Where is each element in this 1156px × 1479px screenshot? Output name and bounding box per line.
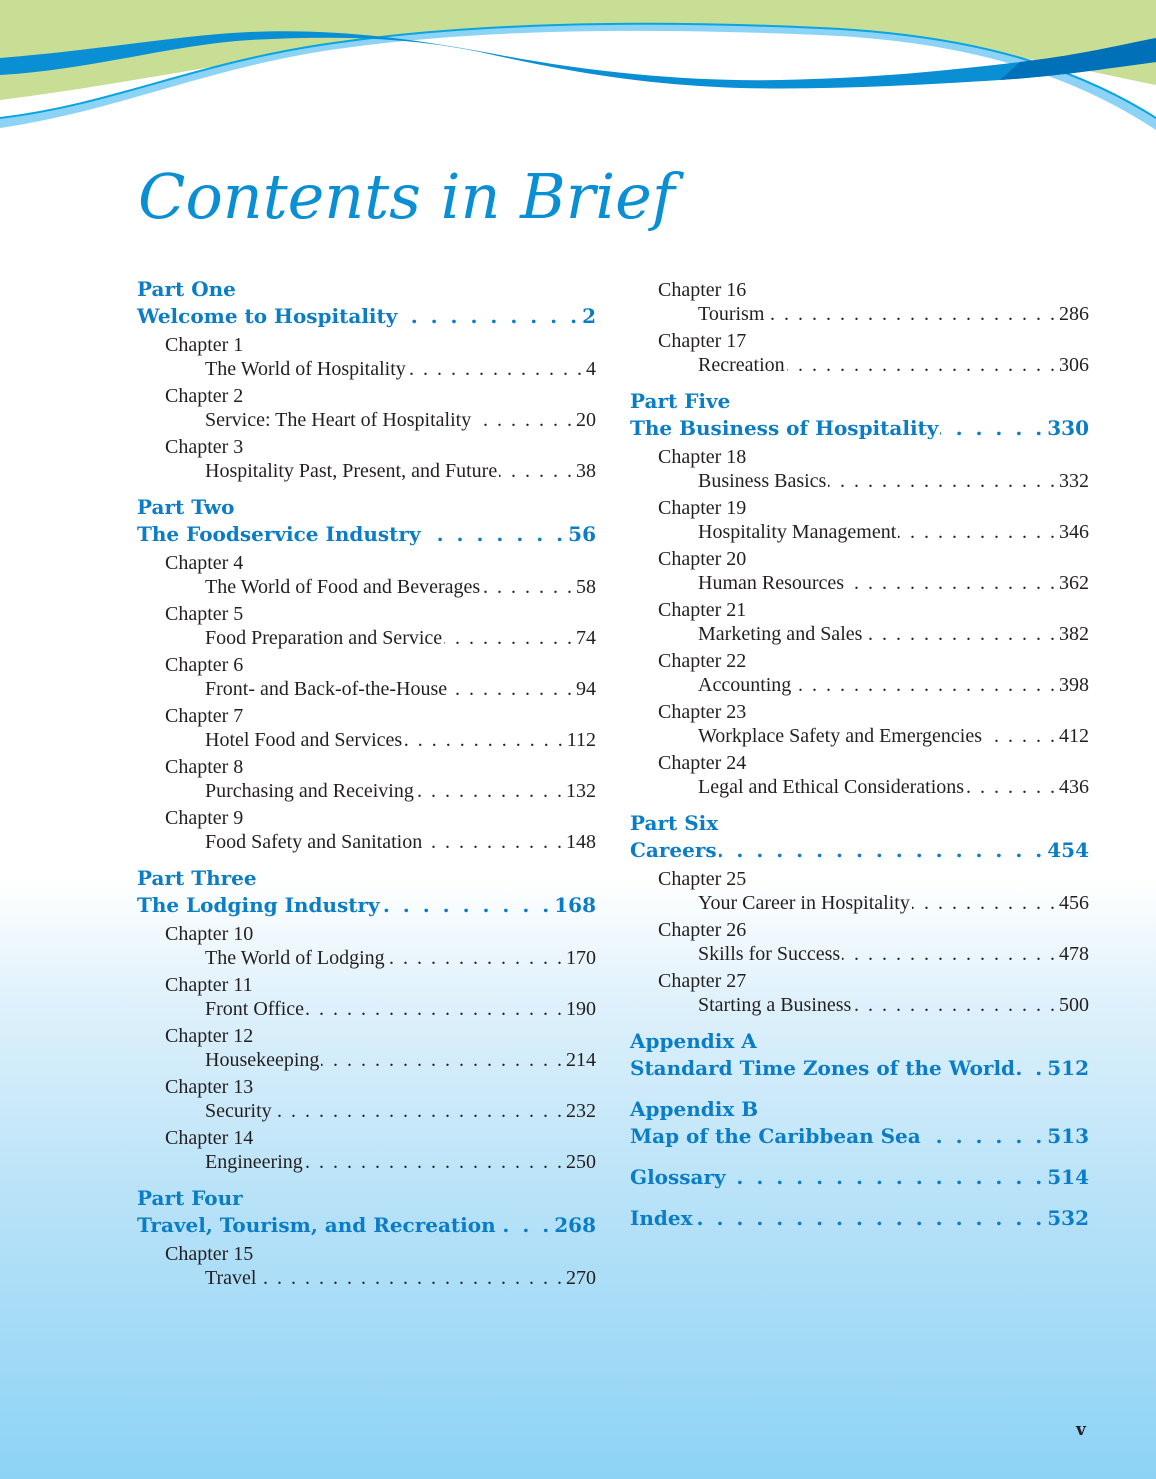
chapter-label: Chapter 23 <box>658 701 747 723</box>
chapter-entry[interactable] <box>658 919 1089 967</box>
dot-leader <box>498 1212 553 1239</box>
chapter-entry[interactable] <box>658 701 1089 749</box>
dot-leader <box>399 303 580 330</box>
dot-leader <box>473 408 574 433</box>
page-ref: 214 <box>566 1049 596 1071</box>
dot-leader <box>321 1048 564 1073</box>
chapter-entry[interactable] <box>165 436 596 484</box>
chapter-entry[interactable] <box>165 974 596 1022</box>
toc-right-column <box>630 276 1089 1236</box>
toc-part <box>630 810 1089 864</box>
chapter-label: Chapter 3 <box>165 436 244 458</box>
toc-part <box>137 276 596 330</box>
chapter-list <box>658 868 1089 1018</box>
chapter-title: Purchasing and Receiving <box>205 780 414 802</box>
chapter-label: Chapter 13 <box>165 1076 254 1098</box>
chapter-title: The World of Hospitality <box>205 358 406 380</box>
part-title-link[interactable]: Careers . . . 454 <box>630 837 1089 864</box>
chapter-label: Chapter 9 <box>165 807 244 829</box>
dot-leader <box>382 892 553 919</box>
chapter-label: Chapter 6 <box>165 654 244 676</box>
chapter-label: Chapter 10 <box>165 923 254 945</box>
chapter-title: Marketing and Sales <box>698 623 863 645</box>
dot-leader <box>864 622 1057 647</box>
chapter-title: Hotel Food and Services <box>205 729 403 751</box>
chapter-label: Chapter 8 <box>165 756 244 778</box>
appendix-a <box>630 1028 1089 1082</box>
part-label: Part Five <box>630 389 731 413</box>
chapter-label: Chapter 27 <box>658 970 747 992</box>
dot-leader <box>842 942 1057 967</box>
page-ref: 454 <box>1047 838 1089 862</box>
dot-leader <box>984 724 1057 749</box>
page-ref: 412 <box>1059 725 1089 747</box>
chapter-label: Chapter 1 <box>165 334 244 356</box>
page-ref: 4 <box>586 358 596 380</box>
page-ref: 500 <box>1059 994 1089 1016</box>
chapter-title: Starting a Business <box>698 994 852 1016</box>
dot-leader <box>408 357 584 382</box>
dot-leader <box>846 571 1057 596</box>
chapter-label: Chapter 17 <box>658 330 747 352</box>
page-ref: 478 <box>1059 943 1089 965</box>
page-ref: 513 <box>1047 1124 1089 1148</box>
page-number: v <box>1076 1420 1086 1440</box>
chapter-title: Accounting <box>698 674 792 696</box>
chapter-label: Chapter 25 <box>658 868 747 890</box>
chapter-entry[interactable] <box>165 1243 596 1291</box>
part-title-link[interactable]: Standard Time Zones of the World . . . 512 <box>630 1055 1089 1082</box>
dot-leader <box>766 302 1057 327</box>
chapter-entry[interactable] <box>658 446 1089 494</box>
part-label: Part Six <box>630 811 719 835</box>
chapter-title: Food Preparation and Service <box>205 627 443 649</box>
page-ref: 74 <box>576 627 596 649</box>
chapter-entry[interactable] <box>165 923 596 971</box>
chapter-title: Hospitality Management <box>698 521 897 543</box>
page-ref: 148 <box>566 831 596 853</box>
wave-banner <box>0 0 1156 140</box>
chapter-entry[interactable] <box>165 385 596 433</box>
chapter-title: Food Safety and Sanitation <box>205 831 423 853</box>
dot-leader <box>828 469 1057 494</box>
page-ref: 20 <box>576 409 596 431</box>
part-title-link[interactable]: The Foodservice Industry . . . 56 <box>137 521 596 548</box>
page-ref: 270 <box>566 1267 596 1289</box>
dot-leader <box>499 459 574 484</box>
page-ref: 330 <box>1047 416 1089 440</box>
page-ref: 112 <box>566 729 596 751</box>
page-ref: 232 <box>566 1100 596 1122</box>
chapter-label: Chapter 7 <box>165 705 244 727</box>
chapter-list <box>165 1243 596 1291</box>
chapter-title: Business Basics <box>698 470 827 492</box>
part-label: Part Two <box>137 495 235 519</box>
chapter-list <box>658 446 1089 800</box>
chapter-entry[interactable] <box>658 868 1089 916</box>
toc-part <box>137 494 596 548</box>
chapter-entry[interactable] <box>658 279 1089 327</box>
part-title-link[interactable]: Index . . . 532 <box>630 1205 1089 1232</box>
chapter-entry[interactable] <box>165 756 596 804</box>
dot-leader <box>1017 1055 1045 1082</box>
dot-leader <box>306 997 564 1022</box>
dot-leader <box>912 891 1057 916</box>
page-ref: 514 <box>1047 1165 1089 1189</box>
chapter-title: Human Resources <box>698 572 845 594</box>
dot-leader <box>305 1150 564 1175</box>
dot-leader <box>695 1205 1046 1232</box>
page-ref: 512 <box>1047 1056 1089 1080</box>
part-title-link[interactable]: Map of the Caribbean Sea . . . 513 <box>630 1123 1089 1150</box>
page-ref: 58 <box>576 576 596 598</box>
page-ref: 382 <box>1059 623 1089 645</box>
page-ref: 306 <box>1059 354 1089 376</box>
page-ref: 190 <box>566 998 596 1020</box>
chapter-label: Chapter 14 <box>165 1127 254 1149</box>
chapter-entry[interactable] <box>165 1127 596 1175</box>
dot-leader <box>898 520 1057 545</box>
chapter-label: Chapter 4 <box>165 552 244 574</box>
part-label: Part Four <box>137 1186 243 1210</box>
dot-leader <box>404 728 565 753</box>
dot-leader <box>423 521 567 548</box>
page-ref: 286 <box>1059 303 1089 325</box>
chapter-title: The World of Lodging <box>205 947 385 969</box>
chapter-label: Chapter 12 <box>165 1025 254 1047</box>
dot-leader <box>274 1099 564 1124</box>
dot-leader <box>966 775 1057 800</box>
chapter-title: Workplace Safety and Emergencies <box>698 725 983 747</box>
dot-leader <box>923 1123 1046 1150</box>
chapter-entry[interactable] <box>658 548 1089 596</box>
page-ref: 532 <box>1047 1206 1089 1230</box>
chapter-label: Chapter 20 <box>658 548 747 570</box>
dot-leader <box>416 779 564 804</box>
chapter-label: Chapter 22 <box>658 650 747 672</box>
chapter-label: Chapter 18 <box>658 446 747 468</box>
chapter-title: Legal and Ethical Considerations <box>698 776 965 798</box>
chapter-label: Chapter 26 <box>658 919 747 941</box>
dot-leader <box>387 946 564 971</box>
chapter-title: Housekeeping <box>205 1049 320 1071</box>
chapter-title: Recreation <box>698 354 785 376</box>
chapter-label: Chapter 11 <box>165 974 253 996</box>
chapter-title: Your Career in Hospitality <box>698 892 910 914</box>
part-title-link[interactable]: The Lodging Industry . . . 168 <box>137 892 596 919</box>
toc-left-column <box>137 276 596 1291</box>
page-ref: 94 <box>576 678 596 700</box>
page-ref: 168 <box>554 893 596 917</box>
chapter-title: Security <box>205 1100 272 1122</box>
toc-part <box>137 1185 596 1239</box>
page-title: Contents in Brief <box>138 160 675 233</box>
chapter-label: Chapter 2 <box>165 385 244 407</box>
chapter-title: Skills for Success <box>698 943 841 965</box>
chapter-title: Hospitality Past, Present, and Future <box>205 460 498 482</box>
chapter-title: Tourism <box>698 303 765 325</box>
index-entry <box>630 1205 1089 1232</box>
part-title-link[interactable]: Travel, Tourism, and Recreation . . . 268 <box>137 1212 596 1239</box>
chapter-entry[interactable] <box>165 1076 596 1124</box>
chapter-list <box>165 552 596 855</box>
chapter-title: Front Office <box>205 998 305 1020</box>
toc-part <box>630 388 1089 442</box>
chapter-entry[interactable] <box>658 970 1089 1018</box>
chapter-label: Chapter 16 <box>658 279 747 301</box>
glossary-entry <box>630 1164 1089 1191</box>
part-label: Appendix A <box>630 1029 757 1053</box>
dot-leader <box>449 677 574 702</box>
dot-leader <box>853 993 1057 1018</box>
chapter-entry[interactable] <box>658 752 1089 800</box>
chapter-title: The World of Food and Beverages <box>205 576 481 598</box>
chapter-label: Chapter 24 <box>658 752 747 774</box>
appendix-b <box>630 1096 1089 1150</box>
chapter-list <box>165 334 596 484</box>
toc-part <box>137 865 596 919</box>
dot-leader <box>482 575 574 600</box>
page-ref: 250 <box>566 1151 596 1173</box>
chapter-entry[interactable] <box>658 330 1089 378</box>
page-ref: 362 <box>1059 572 1089 594</box>
part-title-link[interactable]: Welcome to Hospitality . . . 2 <box>137 303 596 330</box>
page-ref: 2 <box>582 304 596 328</box>
chapter-title: Engineering <box>205 1151 303 1173</box>
dot-leader <box>728 1164 1046 1191</box>
chapter-label: Chapter 21 <box>658 599 747 621</box>
chapter-entry[interactable] <box>165 807 596 855</box>
dot-leader <box>940 415 1045 442</box>
dot-leader <box>793 673 1057 698</box>
page-ref: 132 <box>566 780 596 802</box>
page-ref: 38 <box>576 460 596 482</box>
page-ref: 56 <box>568 522 596 546</box>
chapter-label: Chapter 19 <box>658 497 747 519</box>
page-ref: 346 <box>1059 521 1089 543</box>
chapter-entry[interactable] <box>165 654 596 702</box>
part-title-link[interactable]: Glossary . . . 514 <box>630 1164 1089 1191</box>
page-ref: 332 <box>1059 470 1089 492</box>
page-ref: 456 <box>1059 892 1089 914</box>
part-label: Part One <box>137 277 236 301</box>
dot-leader <box>787 353 1057 378</box>
chapter-label: Chapter 15 <box>165 1243 254 1265</box>
chapter-list <box>165 923 596 1175</box>
page-ref: 436 <box>1059 776 1089 798</box>
page-ref: 398 <box>1059 674 1089 696</box>
chapter-title: Travel <box>205 1267 257 1289</box>
chapter-entry[interactable] <box>165 334 596 382</box>
dot-leader <box>719 837 1046 864</box>
chapter-list <box>658 279 1089 378</box>
page-ref: 268 <box>554 1213 596 1237</box>
dot-leader <box>444 626 574 651</box>
dot-leader <box>424 830 564 855</box>
chapter-label: Chapter 5 <box>165 603 244 625</box>
part-label: Part Three <box>137 866 257 890</box>
chapter-entry[interactable] <box>658 650 1089 698</box>
chapter-title: Front- and Back-of-the-House <box>205 678 448 700</box>
chapter-entry[interactable] <box>165 1025 596 1073</box>
chapter-entry[interactable] <box>165 603 596 651</box>
page-ref: 170 <box>566 947 596 969</box>
chapter-title: Service: The Heart of Hospitality <box>205 409 472 431</box>
dot-leader <box>258 1266 564 1291</box>
chapter-entry[interactable] <box>658 497 1089 545</box>
part-label: Appendix B <box>630 1097 759 1121</box>
chapter-entry[interactable] <box>165 705 596 753</box>
chapter-entry[interactable] <box>658 599 1089 647</box>
part-title-link[interactable]: The Business of Hospitality . . . 330 <box>630 415 1089 442</box>
chapter-entry[interactable] <box>165 552 596 600</box>
